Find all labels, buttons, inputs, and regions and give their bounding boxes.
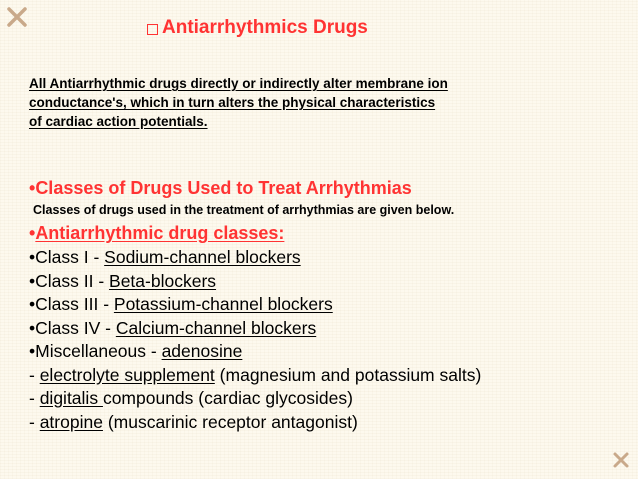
bullet: • (29, 178, 36, 198)
list-item-prefix: •Class IV - (29, 317, 116, 338)
intro-line: of cardiac action potentials. (29, 114, 208, 129)
x-mark-icon (612, 451, 630, 469)
list-item (29, 246, 481, 270)
list-item (29, 270, 481, 294)
intro-line: conductance's, which in turn alters the physical characteristics (29, 95, 436, 110)
classes-heading-text: Classes of Drugs Used to Treat Arrhythmias (35, 178, 412, 198)
list-item-prefix: •Class II - (29, 270, 110, 291)
list-item (29, 340, 481, 364)
intro-paragraph (29, 74, 619, 131)
drug-link[interactable]: atropine (39, 411, 103, 432)
list-item (29, 317, 481, 341)
drug-link[interactable]: Potassium-channel blockers (113, 294, 333, 314)
list-item-prefix: •Miscellaneous - (29, 341, 162, 361)
list-item-prefix: •Class I - (29, 247, 105, 267)
classes-subtext: Classes of drugs used in the treatment of arrhythmias are given below. (33, 203, 455, 217)
list-item-suffix: compounds (cardiac glycosides) (102, 388, 353, 408)
list-item (29, 387, 481, 411)
slide-title (147, 16, 368, 40)
list-item-suffix: (magnesium and potassium salts) (214, 364, 482, 385)
intro-line: All Antiarrhythmic drugs directly or indirectly alter membrane ion (29, 76, 448, 91)
slide-title-text: Antiarrhythmics Drugs (162, 17, 368, 38)
list-item (29, 411, 481, 435)
drug-link[interactable]: Sodium-channel blockers (104, 247, 301, 267)
drug-link[interactable]: Calcium-channel blockers (115, 317, 317, 338)
bullet: • (29, 223, 36, 243)
drug-link[interactable]: adenosine (161, 341, 243, 361)
drug-class-list (29, 246, 481, 434)
list-item-prefix: - (29, 364, 40, 385)
list-item (29, 293, 481, 317)
drug-link[interactable]: digitalis (39, 388, 103, 408)
x-mark-icon (6, 6, 28, 28)
drug-classes-heading-text: Antiarrhythmic drug classes: (35, 223, 285, 243)
list-item-prefix: •Class III - (29, 294, 114, 314)
list-item (29, 364, 481, 388)
list-item-prefix: - (29, 411, 40, 432)
drug-link[interactable]: electrolyte supplement (39, 364, 215, 385)
list-item-suffix: (muscarinic receptor antagonist) (102, 411, 358, 432)
drug-link[interactable]: Beta-blockers (109, 270, 217, 291)
drug-classes-heading (29, 222, 284, 244)
list-item-prefix: - (29, 388, 40, 408)
classes-heading (29, 177, 412, 199)
checkbox-bullet-icon (147, 24, 158, 35)
